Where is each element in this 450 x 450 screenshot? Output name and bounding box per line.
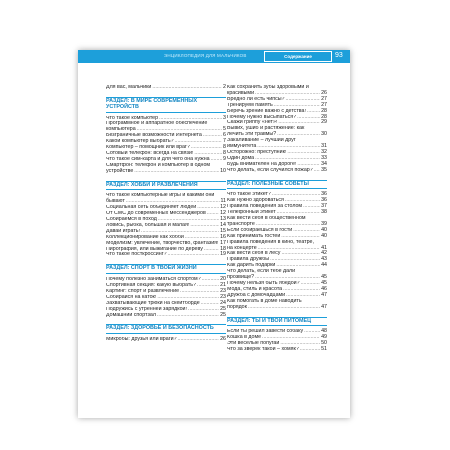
toc-entry[interactable] (106, 252, 226, 258)
toc-entry-title: Один дома ..... (227, 156, 320, 162)
toc-entry-title: Коллекционирование как хобби ..... (106, 235, 219, 241)
toc-entry-title: Для вас, мальчики ..... (106, 85, 222, 91)
toc-entry-page: 19 (220, 251, 226, 258)
toc-entry-title: Почему полезно заниматься спортом? ..... (106, 277, 219, 283)
toc-entry-page: 16 (220, 233, 226, 240)
toc-entry-page: 35 (321, 166, 327, 173)
toc-entry-page: 26 (321, 89, 327, 96)
toc-entry-title: Смартфон: телефон и компьютер в одном устройстве ..... (106, 163, 219, 175)
toc-entry-title: Компьютер – помощник или враг? ..... (106, 145, 222, 151)
toc-entry-title: Дружба с домочадцами ..... (227, 293, 320, 299)
toc-entry-page: 34 (321, 160, 327, 167)
toc-entry-page: 49 (321, 334, 327, 341)
toc-entry-page: 18 (220, 245, 226, 252)
toc-entry-title: Вывих, ушиб и растяжение: как лечить эти травмы? ..... (227, 126, 320, 138)
toc-entry-title: Что такое посткроссинг? ..... (106, 252, 219, 258)
toc-entry-page: 41 (321, 244, 327, 251)
page-number: 93 (335, 52, 343, 59)
toc-entry[interactable] (227, 85, 327, 97)
toc-entry-page: 25 (220, 311, 226, 318)
toc-entry-title: Что такое компьютер ..... (106, 116, 222, 122)
toc-entry-title: Будь внимателен на дороге! ..... (227, 162, 320, 168)
toc-entry-title: Как сохранить зубы здоровыми и красивыми ..... (227, 85, 320, 97)
toc-entry-page: 46 (321, 285, 327, 292)
toc-entry-page: 28 (321, 107, 327, 114)
toc-entry[interactable] (106, 337, 226, 343)
toc-entry[interactable] (227, 269, 327, 281)
section-heading: РАЗДЕЛ: ТЫ И ТВОЙ ПИТОМЕЦ (227, 317, 327, 327)
toc-entry-page: 25 (220, 305, 226, 312)
toc-entry-page: 21 (220, 282, 226, 289)
toc-entry-page: 30 (321, 131, 327, 138)
toc-entry-page: 17 (220, 239, 226, 246)
toc-entry-title: Что за зверёк такой – хомяк? ..... (227, 347, 320, 353)
toc-entry[interactable] (106, 121, 226, 133)
toc-entry[interactable] (227, 168, 327, 174)
toc-entry-title: Ловись, рыбка, большая и малая! ..... (106, 223, 219, 229)
toc-entry-title: Почему нельзя быть ябедой? ..... (227, 281, 320, 287)
toc-entry-title: Собираемся в поход ..... (106, 217, 219, 223)
section-heading: РАЗДЕЛ: В МИРЕ СОВРЕМЕННЫХ УСТРОЙСТВ (106, 97, 226, 113)
section-heading: РАЗДЕЛ: СПОРТ В ТВОЕЙ ЖИЗНИ (106, 264, 226, 274)
toc-entry-title: Домашний спортзал ..... (106, 313, 219, 319)
toc-entry-page: 2 (223, 84, 226, 90)
toc-entry-title: Закаливание – лучший друг иммунитета ..... (227, 138, 320, 150)
toc-entry-page: 20 (220, 276, 226, 283)
toc-entry-page: 3 (223, 114, 226, 121)
toc-entry-page: 29 (321, 119, 327, 126)
toc-entry-title: Кошка в доме ..... (227, 335, 320, 341)
book-page (78, 50, 350, 418)
toc-entry-title: Мода, стиль и красота ..... (227, 287, 320, 293)
toc-entry-page: 8 (223, 144, 226, 151)
toc-entry-page: 5 (223, 126, 226, 133)
toc-entry[interactable] (227, 240, 327, 252)
toc-entry-page: 26 (220, 336, 226, 343)
toc-entry-title: Эти весёлые попугаи ..... (227, 341, 320, 347)
toc-entry-title: Сотовый телефон: всегда на связи! ..... (106, 151, 222, 157)
toc-entry-page: 50 (321, 340, 327, 347)
toc-entry-title: Спортивная секция: какую выбрать? ..... (106, 283, 219, 289)
toc-entry-page: 12 (220, 210, 226, 217)
toc-entry-title: Правила поведения за столом ..... (227, 204, 320, 210)
toc-entry-title: Моделизм: увлечение, творчество, фантазия! ..... (106, 241, 219, 247)
toc-entry-title: Захватывающие трюки на скейтборде ..... (106, 301, 219, 307)
toc-entry-page: 24 (220, 299, 226, 306)
toc-entry-page: 12 (220, 204, 226, 211)
toc-entry[interactable] (106, 193, 226, 205)
contents-tab (264, 51, 332, 62)
toc-entry-page: 23 (220, 287, 226, 294)
toc-entry[interactable] (227, 138, 327, 150)
toc-entry-title: Что такое этикет? ..... (227, 192, 320, 198)
toc-entry-page: 44 (321, 262, 327, 269)
toc-entry-page: 32 (321, 148, 327, 155)
toc-entry-title: Если собираешься в гости ..... (227, 228, 320, 234)
toc-entry-title: Что такое компьютерные игры и какими они бывают ..... (106, 193, 220, 205)
toc-entry-page: 10 (220, 167, 226, 174)
section-heading: РАЗДЕЛ: ХОББИ И РАЗВЛЕЧЕНИЯ (106, 181, 226, 191)
toc-entry-title: Вредно ли есть чипсы? ..... (227, 97, 320, 103)
toc-entry[interactable] (106, 313, 226, 319)
toc-entry-page: 48 (321, 328, 327, 335)
toc-entry[interactable] (227, 126, 327, 138)
toc-entry-page: 11 (220, 198, 226, 205)
toc-entry-page: 47 (321, 303, 327, 310)
toc-entry-title: Тренируем память ..... (227, 103, 320, 109)
toc-entry-title: Какой компьютер выбрать? ..... (106, 139, 222, 145)
header-band (78, 50, 350, 63)
toc-entry-title: Правила поведения в кино, театре, на концерте ..... (227, 240, 320, 252)
toc-entry-page: 51 (321, 346, 327, 353)
toc-entry[interactable] (227, 216, 327, 228)
toc-entry-title: Собирайся на каток! ..... (106, 295, 219, 301)
toc-entry-page: 7 (223, 138, 226, 145)
toc-entry-title: Что делать, если тебе дали прозвище? ..... (227, 269, 320, 281)
toc-entry-page: 8 (223, 149, 226, 156)
toc-entry-title: Микробы: друзья или враги? ..... (106, 337, 219, 343)
toc-entry[interactable] (227, 347, 327, 353)
toc-entry-page: 6 (223, 132, 226, 139)
toc-entry-title: Скажи гриппу «нет»! ..... (227, 120, 320, 126)
toc-entry[interactable] (106, 85, 226, 91)
header-subtitle: ЭНЦИКЛОПЕДИЯ ДЛЯ МАЛЬЧИКОВ (164, 53, 247, 58)
toc-entry-page: 27 (321, 101, 327, 108)
toc-entry-title: Осторожно: преступник! ..... (227, 150, 320, 156)
toc-right-column (227, 85, 327, 353)
toc-entry-page: 39 (321, 220, 327, 227)
toc-entry-title: Правила дружбы ..... (227, 257, 320, 263)
toc-entry-page: 47 (321, 291, 327, 298)
toc-entry-title: Социальная сеть объединяет людей ..... (106, 205, 219, 211)
section-heading: РАЗДЕЛ: ПОЛЕЗНЫЕ СОВЕТЫ (227, 180, 327, 190)
toc-entry-page: 36 (321, 197, 327, 204)
toc-entry[interactable] (227, 299, 327, 311)
toc-entry-title: Безграничные возможности Интернета ..... (106, 133, 222, 139)
toc-entry[interactable] (106, 163, 226, 175)
toc-entry-page: 38 (321, 209, 327, 216)
toc-entry-page: 23 (220, 293, 226, 300)
section-heading: РАЗДЕЛ: ЗДОРОВЬЕ И БЕЗОПАСНОСТЬ (106, 324, 226, 334)
toc-entry-title: Если ты решил завести собаку ..... (227, 329, 320, 335)
toc-entry-page: 42 (321, 250, 327, 257)
toc-entry-title: Картинг: спорт и развлечение ..... (106, 289, 219, 295)
toc-entry-title: Почему нужно высыпаться? ..... (227, 115, 320, 121)
toc-entry-page: 36 (321, 191, 327, 198)
toc-entry-title: Как помогать в доме наводить порядок ..... (227, 299, 320, 311)
toc-entry-title: Как нужно здороваться ..... (227, 198, 320, 204)
toc-entry-page: 14 (220, 221, 226, 228)
toc-entry-page: 9 (223, 155, 226, 162)
toc-entry-page: 31 (321, 143, 327, 150)
toc-entry-page: 45 (321, 279, 327, 286)
toc-entry-title: Подружись с утренней зарядкой! ..... (106, 307, 219, 313)
toc-entry-title: Как вести себя в общественном транспорте ..... (227, 216, 320, 228)
toc-entry-page: 40 (321, 232, 327, 239)
toc-entry-title: Что делать, если случился пожар? ..... (227, 168, 320, 174)
toc-entry-page: 37 (321, 203, 327, 210)
toc-entry-page: 15 (220, 227, 226, 234)
toc-entry-title: От СМС до современных мессенджеров ..... (106, 211, 219, 217)
toc-entry-page: 43 (321, 256, 327, 263)
toc-entry-title: Как вести себя в лесу ..... (227, 251, 320, 257)
toc-entry-title: Пирография, или выжигание по дереву ..... (106, 247, 219, 253)
toc-entry-title: Беречь зрение важно с детства! ..... (227, 109, 320, 115)
toc-entry-page: 45 (321, 274, 327, 281)
toc-entry-page: 33 (321, 154, 327, 161)
toc-entry-title: Что такое сим-карта и для чего она нужна ..... (106, 157, 222, 163)
toc-entry-page: 40 (321, 226, 327, 233)
toc-entry-page: 27 (321, 95, 327, 102)
toc-entry-page: 13 (220, 215, 226, 222)
toc-entry-title: Давай играть! ..... (106, 229, 219, 235)
toc-entry-title: Телефонный этикет ..... (227, 210, 320, 216)
toc-entry-title: Как дарить подарки ..... (227, 263, 320, 269)
toc-left-column (106, 85, 226, 343)
toc-entry-title: Как принимать гостей ..... (227, 234, 320, 240)
contents-tab-label: Содержание (265, 52, 331, 61)
toc-entry-title: Программное и аппаратное обеспечение компьютера ..... (106, 121, 222, 133)
toc-entry-page: 28 (321, 113, 327, 120)
